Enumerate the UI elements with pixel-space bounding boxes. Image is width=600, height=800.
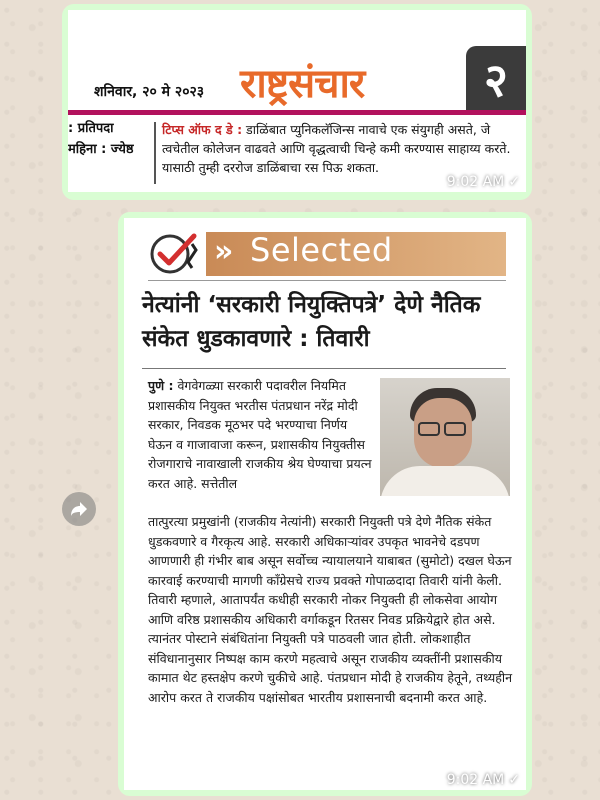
newspaper-clip-image-1[interactable] <box>68 10 526 192</box>
forward-arrow-icon <box>70 501 88 517</box>
message-bubble-2[interactable] <box>118 212 532 796</box>
panchang-month: महिना : ज्येष्ठ <box>68 142 134 157</box>
panchang-column <box>68 118 154 160</box>
page-number: २ <box>484 53 508 107</box>
headline-rule <box>142 368 506 369</box>
message-timestamp <box>447 772 520 788</box>
tips-of-the-day <box>162 120 524 177</box>
page-number-badge <box>466 46 526 110</box>
timestamp-text: 9:02 AM <box>446 174 505 190</box>
tips-label: टिप्स ऑफ द डे : <box>162 122 243 137</box>
timestamp-text: 9:02 AM <box>446 772 505 788</box>
dateline-city: पुणे : <box>148 378 174 393</box>
issue-date: शनिवार, २० मे २०२३ <box>94 84 205 100</box>
column-divider <box>154 122 156 184</box>
panchang-tithi: : प्रतिपदा <box>68 121 114 136</box>
banner-rule <box>148 280 506 281</box>
selected-check-icon <box>148 232 200 276</box>
spokesperson-photo <box>380 378 510 496</box>
delivered-check-icon: ✓ <box>508 174 520 190</box>
tips-text: डाळिंबात प्युनिकलॅजिन्स नावाचे एक संयुगही असते, जे त्वचेतील कोलेजन वाढवते आणि वृद्धत्वाची चिन्हे कमी करण्यास साहाय्य करते. यासाठी तुम्ही दररोज डाळिंबाचा रस पिऊ शकता. <box>162 122 511 175</box>
message-bubble-1[interactable] <box>62 4 532 200</box>
article-body: तात्पुरत्या प्रमुखांनी (राजकीय नेत्यांनी) सरकारी नियुक्ती पत्रे देणे नैतिक संकेत धुडकवणारे व गैरकृत्य आहे. सरकारी अधिकाऱ्यांवर उपकृत भावनेचे दडपण आणणारी ही गंभीर बाब असून सर्वोच्च न्यायालयाने याबाबत (सुमोटो) दखल घेऊन कारवाई करण्याची मागणी काँग्रेसचे राज्य प्रवक्ते गोपाळदादा तिवारी यांनी केली. तिवारी म्हणाले, आतापर्यंत कधीही सरकारी नोकर नियुक्ती ही लोकसेवा आयोग आणि वरिष्ठ प्रशासकीय अधिकारी वर्गाकडून रितसर निवड प्रक्रियेद्वारे होत असे. त्यानंतर पोस्टाने संबंधितांना नियुक्ती पत्रे पाठवली जात होती. लोकशाहीत संविधानानुसार निष्पक्ष काम करणे महत्वाचे असून राजकीय व्यक्तींनी प्रशासकीय कामात थेट हस्तक्षेप करणे चुकीचे आहे. पंतप्रधान मोदी हे राजकीय हेतूने, तथ्यहीन आरोप करत ते राजकीय पक्षांसोबत भारतीय प्रशासनाची बदनामी करत आहे. <box>148 514 513 705</box>
article-headline: नेत्यांनी ‘सरकारी नियुक्तिपत्रे’ देणे नैतिक संकेत धुडकावणारे : तिवारी <box>142 292 481 352</box>
forward-button[interactable] <box>62 492 96 526</box>
header-rule <box>68 110 526 115</box>
article-body-top <box>148 376 374 493</box>
newspaper-clip-image-2[interactable] <box>124 218 526 790</box>
message-timestamp <box>447 174 520 190</box>
article-text-top: वेगवेगळ्या सरकारी पदावरील नियमित प्रशासकीय नियुक्त भरतीस पंतप्रधान नरेंद्र मोदी सरकार, निवडक मूठभर पदे भरण्याचा निर्णय घेऊन व गाजावाजा करून, प्रशासकीय नियुक्तीस रोजगाराचे नावाखाली राजकीय श्रेय घेण्याचा प्रयत्न करत आहे. सत्तेतील <box>148 378 372 491</box>
delivered-check-icon: ✓ <box>508 772 520 788</box>
selected-chevron-icon: » <box>214 234 234 269</box>
selected-label: Selected <box>250 231 393 269</box>
newspaper-masthead: राष्ट्रसंचार <box>240 60 365 107</box>
newspaper-header <box>68 10 526 108</box>
